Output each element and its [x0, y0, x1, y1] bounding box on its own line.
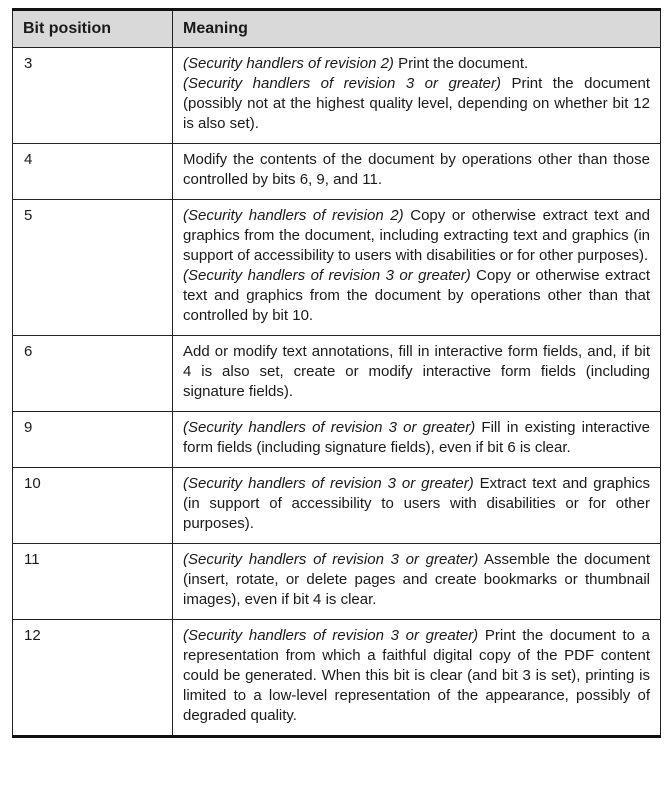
meaning-text: Copy or otherwise extract text and graphics from the document by operations other than that controlled by bit 10. [183, 267, 650, 324]
meaning-paragraph [183, 418, 650, 458]
meaning-paragraph [183, 550, 650, 610]
meaning-cell [173, 412, 661, 468]
table-row [13, 336, 661, 412]
meaning-paragraph [183, 150, 650, 190]
meaning-paragraph [183, 266, 650, 326]
meaning-cell [173, 48, 661, 144]
meaning-text: Extract text and graphics (in support of accessibility to users with disabilities or for other purposes). [183, 475, 651, 532]
meaning-text: Fill in existing interactive form fields (including signature fields), even if bit 6 is clear. [183, 419, 651, 456]
bit-position-cell: 9 [13, 412, 173, 468]
table-row [13, 412, 661, 468]
table-row [13, 144, 661, 200]
bit-position-cell: 6 [13, 336, 173, 412]
header-row [13, 10, 661, 48]
meaning-cell [173, 336, 661, 412]
table-body [13, 48, 661, 737]
table-row [13, 544, 661, 620]
meaning-paragraph [183, 206, 650, 266]
meaning-text: Print the document to a representation from which a faithful digital copy of the PDF content could be generated. When this bit is clear (and bit 3 is set), printing is limited to a low-level representation of the appearance, possibly of degraded quality. [183, 627, 650, 724]
meaning-cell [173, 144, 661, 200]
meaning-cell [173, 544, 661, 620]
revision-qualifier: (Security handlers of revision 3 or greater) [183, 627, 479, 644]
table-row [13, 620, 661, 737]
revision-qualifier: (Security handlers of revision 3 or greater) [183, 475, 474, 492]
meaning-text: Add or modify text annotations, fill in interactive form fields, and, if bit 4 is also set, create or modify interactive form fields (including signature fields). [183, 343, 650, 400]
bit-position-cell: 4 [13, 144, 173, 200]
revision-qualifier: (Security handlers of revision 3 or greater) [183, 419, 476, 436]
bit-position-cell: 12 [13, 620, 173, 737]
revision-qualifier: (Security handlers of revision 3 or greater) [183, 75, 501, 92]
table-row [13, 48, 661, 144]
meaning-cell [173, 468, 661, 544]
meaning-paragraph [183, 54, 650, 74]
bit-position-header: Bit position [13, 10, 173, 48]
meaning-text: Print the document. [393, 55, 529, 72]
meaning-cell [173, 200, 661, 336]
meaning-cell [173, 620, 661, 737]
meaning-text: Print the document (possibly not at the highest quality level, depending on whether bit 12 is also set). [183, 75, 651, 132]
bit-position-cell: 5 [13, 200, 173, 336]
bit-position-cell: 3 [13, 48, 173, 144]
revision-qualifier: (Security handlers of revision 2) [183, 207, 404, 224]
revision-qualifier: (Security handlers of revision 3 or greater) [183, 551, 479, 568]
meaning-paragraph [183, 342, 650, 402]
meaning-paragraph [183, 74, 650, 134]
bit-position-cell: 11 [13, 544, 173, 620]
meaning-text: Modify the contents of the document by operations other than those controlled by bits 6, 9, and 11. [183, 151, 650, 188]
meaning-paragraph [183, 474, 650, 534]
meaning-paragraph [183, 626, 650, 726]
table-row [13, 200, 661, 336]
meaning-text: Assemble the document (insert, rotate, or delete pages and create bookmarks or thumbnail images), even if bit 4 is clear. [183, 551, 650, 608]
bit-position-cell: 10 [13, 468, 173, 544]
table-row [13, 468, 661, 544]
revision-qualifier: (Security handlers of revision 2) [183, 55, 394, 72]
permissions-table [12, 8, 661, 738]
meaning-header: Meaning [173, 10, 661, 48]
meaning-text: Copy or otherwise extract text and graphics from the document, including extracting text and graphics (in support of accessibility to users with disabilities or for other purposes). [183, 207, 650, 264]
revision-qualifier: (Security handlers of revision 3 or greater) [183, 267, 471, 284]
